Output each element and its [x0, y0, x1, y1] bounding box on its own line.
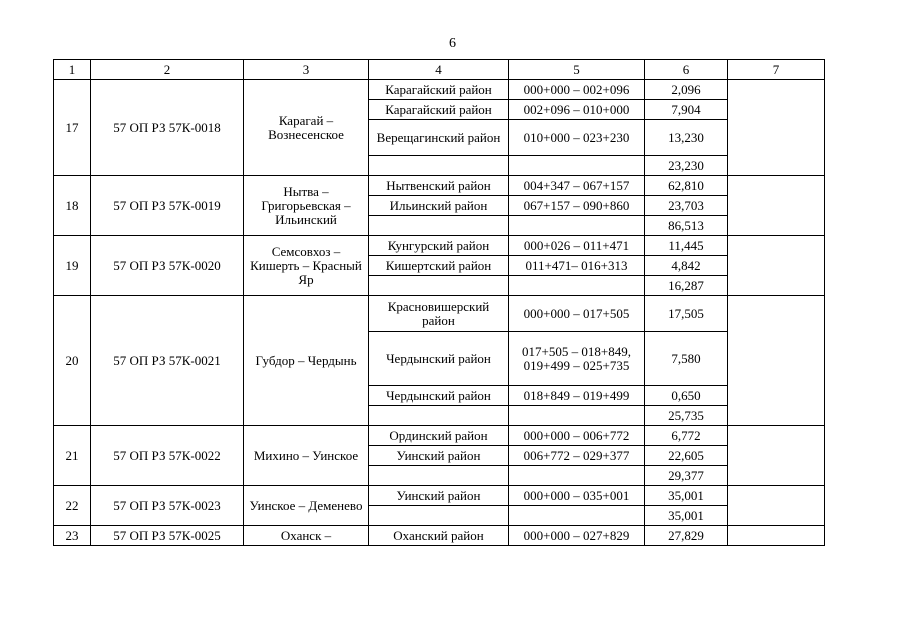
row-number: 22 [54, 486, 91, 526]
empty-cell [509, 466, 645, 486]
district-cell: Ильинский район [369, 196, 509, 216]
empty-cell [369, 276, 509, 296]
table-row [54, 486, 825, 506]
km-range-cell: 000+000 – 027+829 [509, 526, 645, 546]
road-code: 57 ОП РЗ 57К-0019 [91, 176, 244, 236]
empty-cell [369, 406, 509, 426]
district-cell: Уинский район [369, 486, 509, 506]
road-name: Карагай – Вознесенское [244, 80, 369, 176]
table-row [54, 296, 825, 332]
table-row [54, 526, 825, 546]
total-length-cell: 16,287 [645, 276, 728, 296]
road-code: 57 ОП РЗ 57К-0021 [91, 296, 244, 426]
row-number: 21 [54, 426, 91, 486]
row-number: 23 [54, 526, 91, 546]
row-number: 18 [54, 176, 91, 236]
empty-cell [369, 156, 509, 176]
district-cell: Карагайский район [369, 80, 509, 100]
length-cell: 4,842 [645, 256, 728, 276]
length-cell: 6,772 [645, 426, 728, 446]
empty-cell [369, 216, 509, 236]
length-cell: 23,703 [645, 196, 728, 216]
length-cell: 22,605 [645, 446, 728, 466]
page-number: 6 [449, 36, 456, 51]
district-cell: Уинский район [369, 446, 509, 466]
table-row [54, 236, 825, 256]
row-number: 20 [54, 296, 91, 426]
length-cell: 35,001 [645, 486, 728, 506]
column-number: 5 [509, 60, 645, 80]
km-range-cell: 017+505 – 018+849, 019+499 – 025+735 [509, 332, 645, 386]
district-cell: Чердынский район [369, 386, 509, 406]
road-name: Оханск – [244, 526, 369, 546]
empty-cell [509, 216, 645, 236]
table-row [54, 176, 825, 196]
table-row [54, 80, 825, 100]
district-cell: Оханский район [369, 526, 509, 546]
length-cell: 62,810 [645, 176, 728, 196]
length-cell: 2,096 [645, 80, 728, 100]
length-cell: 13,230 [645, 120, 728, 156]
total-length-cell: 35,001 [645, 506, 728, 526]
district-cell: Кишертский район [369, 256, 509, 276]
road-code: 57 ОП РЗ 57К-0020 [91, 236, 244, 296]
roads-table [53, 59, 825, 546]
note-cell [728, 296, 825, 426]
road-name: Михино – Уинское [244, 426, 369, 486]
total-length-cell: 23,230 [645, 156, 728, 176]
km-range-cell: 018+849 – 019+499 [509, 386, 645, 406]
district-cell: Карагайский район [369, 100, 509, 120]
column-number-row [54, 60, 825, 80]
length-cell: 27,829 [645, 526, 728, 546]
note-cell [728, 426, 825, 486]
total-length-cell: 29,377 [645, 466, 728, 486]
column-number: 4 [369, 60, 509, 80]
column-number: 3 [244, 60, 369, 80]
km-range-cell: 000+000 – 035+001 [509, 486, 645, 506]
empty-cell [509, 506, 645, 526]
length-cell: 7,904 [645, 100, 728, 120]
district-cell: Ординский район [369, 426, 509, 446]
km-range-cell: 010+000 – 023+230 [509, 120, 645, 156]
total-length-cell: 25,735 [645, 406, 728, 426]
note-cell [728, 176, 825, 236]
column-number: 6 [645, 60, 728, 80]
column-number: 1 [54, 60, 91, 80]
district-cell: Нытвенский район [369, 176, 509, 196]
road-code: 57 ОП РЗ 57К-0022 [91, 426, 244, 486]
row-number: 19 [54, 236, 91, 296]
length-cell: 17,505 [645, 296, 728, 332]
district-cell: Чердынский район [369, 332, 509, 386]
total-length-cell: 86,513 [645, 216, 728, 236]
km-range-cell: 004+347 – 067+157 [509, 176, 645, 196]
note-cell [728, 526, 825, 546]
empty-cell [509, 406, 645, 426]
column-number: 7 [728, 60, 825, 80]
km-range-cell: 002+096 – 010+000 [509, 100, 645, 120]
empty-cell [509, 276, 645, 296]
district-cell: Красновишерский район [369, 296, 509, 332]
road-name: Губдор – Чердынь [244, 296, 369, 426]
length-cell: 0,650 [645, 386, 728, 406]
note-cell [728, 486, 825, 526]
length-cell: 11,445 [645, 236, 728, 256]
km-range-cell: 000+000 – 017+505 [509, 296, 645, 332]
road-name: Семсовхоз – Кишерть – Красный Яр [244, 236, 369, 296]
road-code: 57 ОП РЗ 57К-0023 [91, 486, 244, 526]
km-range-cell: 000+000 – 006+772 [509, 426, 645, 446]
table-row [54, 426, 825, 446]
row-number: 17 [54, 80, 91, 176]
road-name: Нытва – Григорьевская – Ильинский [244, 176, 369, 236]
district-cell: Верещагинский район [369, 120, 509, 156]
road-code: 57 ОП РЗ 57К-0025 [91, 526, 244, 546]
km-range-cell: 000+026 – 011+471 [509, 236, 645, 256]
road-code: 57 ОП РЗ 57К-0018 [91, 80, 244, 176]
km-range-cell: 000+000 – 002+096 [509, 80, 645, 100]
column-number: 2 [91, 60, 244, 80]
km-range-cell: 011+471– 016+313 [509, 256, 645, 276]
km-range-cell: 067+157 – 090+860 [509, 196, 645, 216]
road-name: Уинское – Деменево [244, 486, 369, 526]
empty-cell [509, 156, 645, 176]
empty-cell [369, 466, 509, 486]
km-range-cell: 006+772 – 029+377 [509, 446, 645, 466]
empty-cell [369, 506, 509, 526]
length-cell: 7,580 [645, 332, 728, 386]
note-cell [728, 236, 825, 296]
note-cell [728, 80, 825, 176]
district-cell: Кунгурский район [369, 236, 509, 256]
